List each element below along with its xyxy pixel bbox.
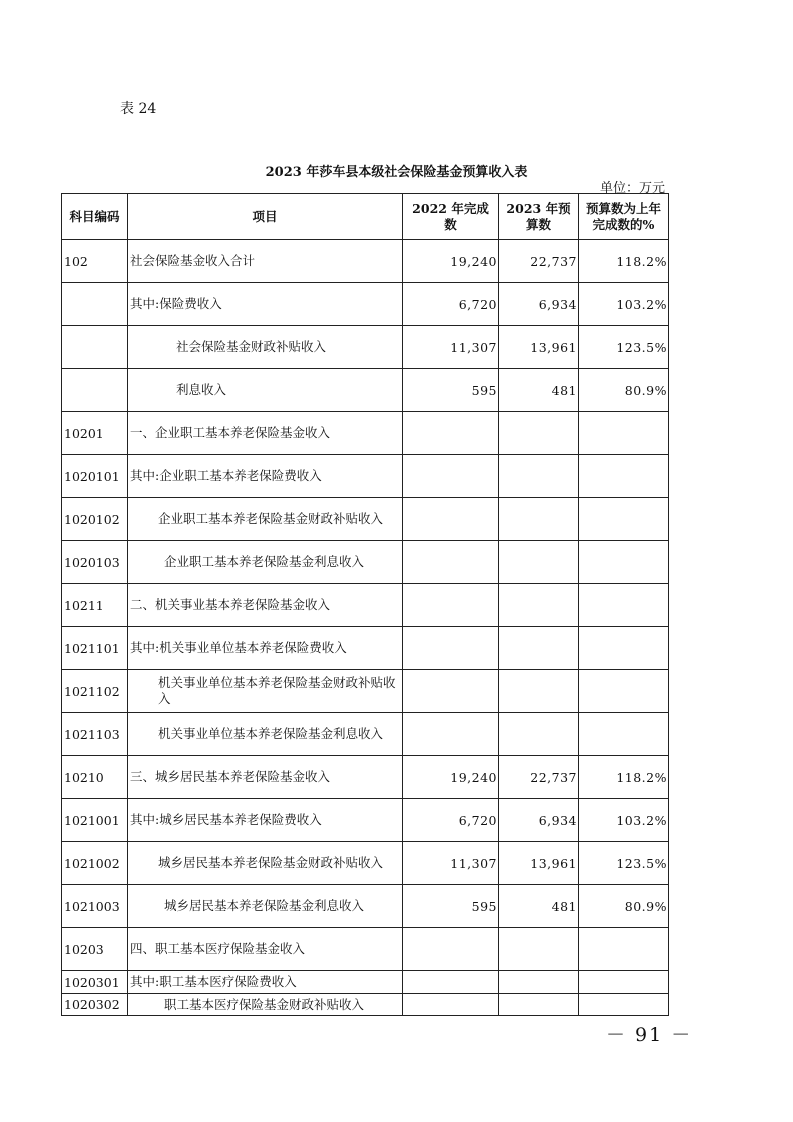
- row-pct-value: [579, 498, 669, 541]
- row-item: 机关事业单位基本养老保险基金利息收入: [128, 713, 403, 756]
- table-row: [62, 455, 669, 498]
- table-row: [62, 627, 669, 670]
- row-code: 1021103: [62, 713, 128, 756]
- row-2023-value: [499, 412, 579, 455]
- row-item: 社会保险基金收入合计: [128, 240, 403, 283]
- row-2023-value: 6,934: [499, 283, 579, 326]
- row-code: [62, 283, 128, 326]
- row-item: 利息收入: [128, 369, 403, 412]
- unit-label: 单位：万元: [600, 181, 666, 196]
- table-row: [62, 928, 669, 971]
- row-item: 城乡居民基本养老保险基金利息收入: [128, 885, 403, 928]
- table-row: [62, 369, 669, 412]
- row-2023-value: 481: [499, 885, 579, 928]
- row-2023-value: [499, 541, 579, 584]
- row-2022-value: [403, 713, 499, 756]
- row-2022-value: [403, 412, 499, 455]
- header-code: 科目编码: [62, 194, 128, 240]
- table-row: [62, 994, 669, 1016]
- row-code: 1021001: [62, 799, 128, 842]
- row-2022-value: 11,307: [403, 842, 499, 885]
- table-label: 表 24: [120, 101, 157, 117]
- row-pct-value: [579, 928, 669, 971]
- row-2023-value: [499, 713, 579, 756]
- row-pct-value: [579, 584, 669, 627]
- row-2023-value: [499, 455, 579, 498]
- row-item: 其中:职工基本医疗保险费收入: [128, 971, 403, 994]
- row-2023-value: [499, 498, 579, 541]
- row-item: 职工基本医疗保险基金财政补贴收入: [128, 994, 403, 1016]
- row-2023-value: [499, 971, 579, 994]
- header-item: 项目: [128, 194, 403, 240]
- row-item: 机关事业单位基本养老保险基金财政补贴收入: [128, 670, 403, 713]
- row-2022-value: [403, 584, 499, 627]
- row-2022-value: 19,240: [403, 756, 499, 799]
- row-item: 四、职工基本医疗保险基金收入: [128, 928, 403, 971]
- row-2023-value: 13,961: [499, 326, 579, 369]
- row-2022-value: [403, 455, 499, 498]
- row-pct-value: 123.5%: [579, 326, 669, 369]
- row-2023-value: [499, 627, 579, 670]
- row-item: 其中:保险费收入: [128, 283, 403, 326]
- table-row: [62, 240, 669, 283]
- table-row: [62, 584, 669, 627]
- page-number: － 91 －: [606, 1024, 693, 1046]
- row-item: 三、城乡居民基本养老保险基金收入: [128, 756, 403, 799]
- row-pct-value: 103.2%: [579, 283, 669, 326]
- row-item: 二、机关事业基本养老保险基金收入: [128, 584, 403, 627]
- row-pct-value: [579, 455, 669, 498]
- row-2022-value: 11,307: [403, 326, 499, 369]
- row-code: 1021102: [62, 670, 128, 713]
- row-2022-value: [403, 498, 499, 541]
- row-2023-value: [499, 994, 579, 1016]
- row-code: 1020101: [62, 455, 128, 498]
- row-2022-value: 6,720: [403, 283, 499, 326]
- row-pct-value: [579, 541, 669, 584]
- row-code: 1020102: [62, 498, 128, 541]
- row-code: 1021101: [62, 627, 128, 670]
- row-2022-value: 19,240: [403, 240, 499, 283]
- table-row: [62, 541, 669, 584]
- row-item: 社会保险基金财政补贴收入: [128, 326, 403, 369]
- row-code: [62, 369, 128, 412]
- row-code: [62, 326, 128, 369]
- table-row: [62, 799, 669, 842]
- header-2022: 2022 年完成数: [403, 194, 499, 240]
- table-row: [62, 326, 669, 369]
- row-2022-value: 595: [403, 369, 499, 412]
- row-pct-value: 118.2%: [579, 240, 669, 283]
- header-2023: 2023 年预算数: [499, 194, 579, 240]
- row-code: 10210: [62, 756, 128, 799]
- table-row: [62, 971, 669, 994]
- budget-table: [61, 193, 669, 1016]
- row-pct-value: 118.2%: [579, 756, 669, 799]
- row-pct-value: 80.9%: [579, 885, 669, 928]
- row-code: 10203: [62, 928, 128, 971]
- row-pct-value: [579, 971, 669, 994]
- row-pct-value: [579, 412, 669, 455]
- table-row: [62, 283, 669, 326]
- row-pct-value: [579, 713, 669, 756]
- row-pct-value: 103.2%: [579, 799, 669, 842]
- row-2023-value: 13,961: [499, 842, 579, 885]
- row-code: 1021003: [62, 885, 128, 928]
- row-2023-value: 22,737: [499, 756, 579, 799]
- row-2022-value: [403, 928, 499, 971]
- row-code: 1020302: [62, 994, 128, 1016]
- table-title: 2023 年莎车县本级社会保险基金预算收入表: [265, 165, 528, 180]
- row-pct-value: [579, 670, 669, 713]
- row-code: 10201: [62, 412, 128, 455]
- table-row: [62, 412, 669, 455]
- row-pct-value: 123.5%: [579, 842, 669, 885]
- row-code: 10211: [62, 584, 128, 627]
- row-2023-value: [499, 584, 579, 627]
- row-code: 1021002: [62, 842, 128, 885]
- row-2022-value: [403, 670, 499, 713]
- row-item: 城乡居民基本养老保险基金财政补贴收入: [128, 842, 403, 885]
- row-2022-value: [403, 627, 499, 670]
- row-pct-value: [579, 627, 669, 670]
- row-2022-value: 595: [403, 885, 499, 928]
- row-2023-value: [499, 928, 579, 971]
- row-2022-value: [403, 971, 499, 994]
- header-row: [62, 194, 669, 240]
- header-pct: 预算数为上年完成数的%: [579, 194, 669, 240]
- row-pct-value: 80.9%: [579, 369, 669, 412]
- row-2023-value: 481: [499, 369, 579, 412]
- table-row: [62, 842, 669, 885]
- row-code: 102: [62, 240, 128, 283]
- row-item: 其中:企业职工基本养老保险费收入: [128, 455, 403, 498]
- row-code: 1020103: [62, 541, 128, 584]
- table-row: [62, 498, 669, 541]
- row-2022-value: [403, 541, 499, 584]
- table-row: [62, 713, 669, 756]
- row-item: 一、企业职工基本养老保险基金收入: [128, 412, 403, 455]
- table-row: [62, 756, 669, 799]
- table-row: [62, 670, 669, 713]
- row-item: 其中:机关事业单位基本养老保险费收入: [128, 627, 403, 670]
- row-item: 企业职工基本养老保险基金利息收入: [128, 541, 403, 584]
- row-item: 企业职工基本养老保险基金财政补贴收入: [128, 498, 403, 541]
- row-2023-value: [499, 670, 579, 713]
- row-2022-value: [403, 994, 499, 1016]
- table-row: [62, 885, 669, 928]
- row-2023-value: 22,737: [499, 240, 579, 283]
- row-2023-value: 6,934: [499, 799, 579, 842]
- row-item: 其中:城乡居民基本养老保险费收入: [128, 799, 403, 842]
- row-code: 1020301: [62, 971, 128, 994]
- row-pct-value: [579, 994, 669, 1016]
- row-2022-value: 6,720: [403, 799, 499, 842]
